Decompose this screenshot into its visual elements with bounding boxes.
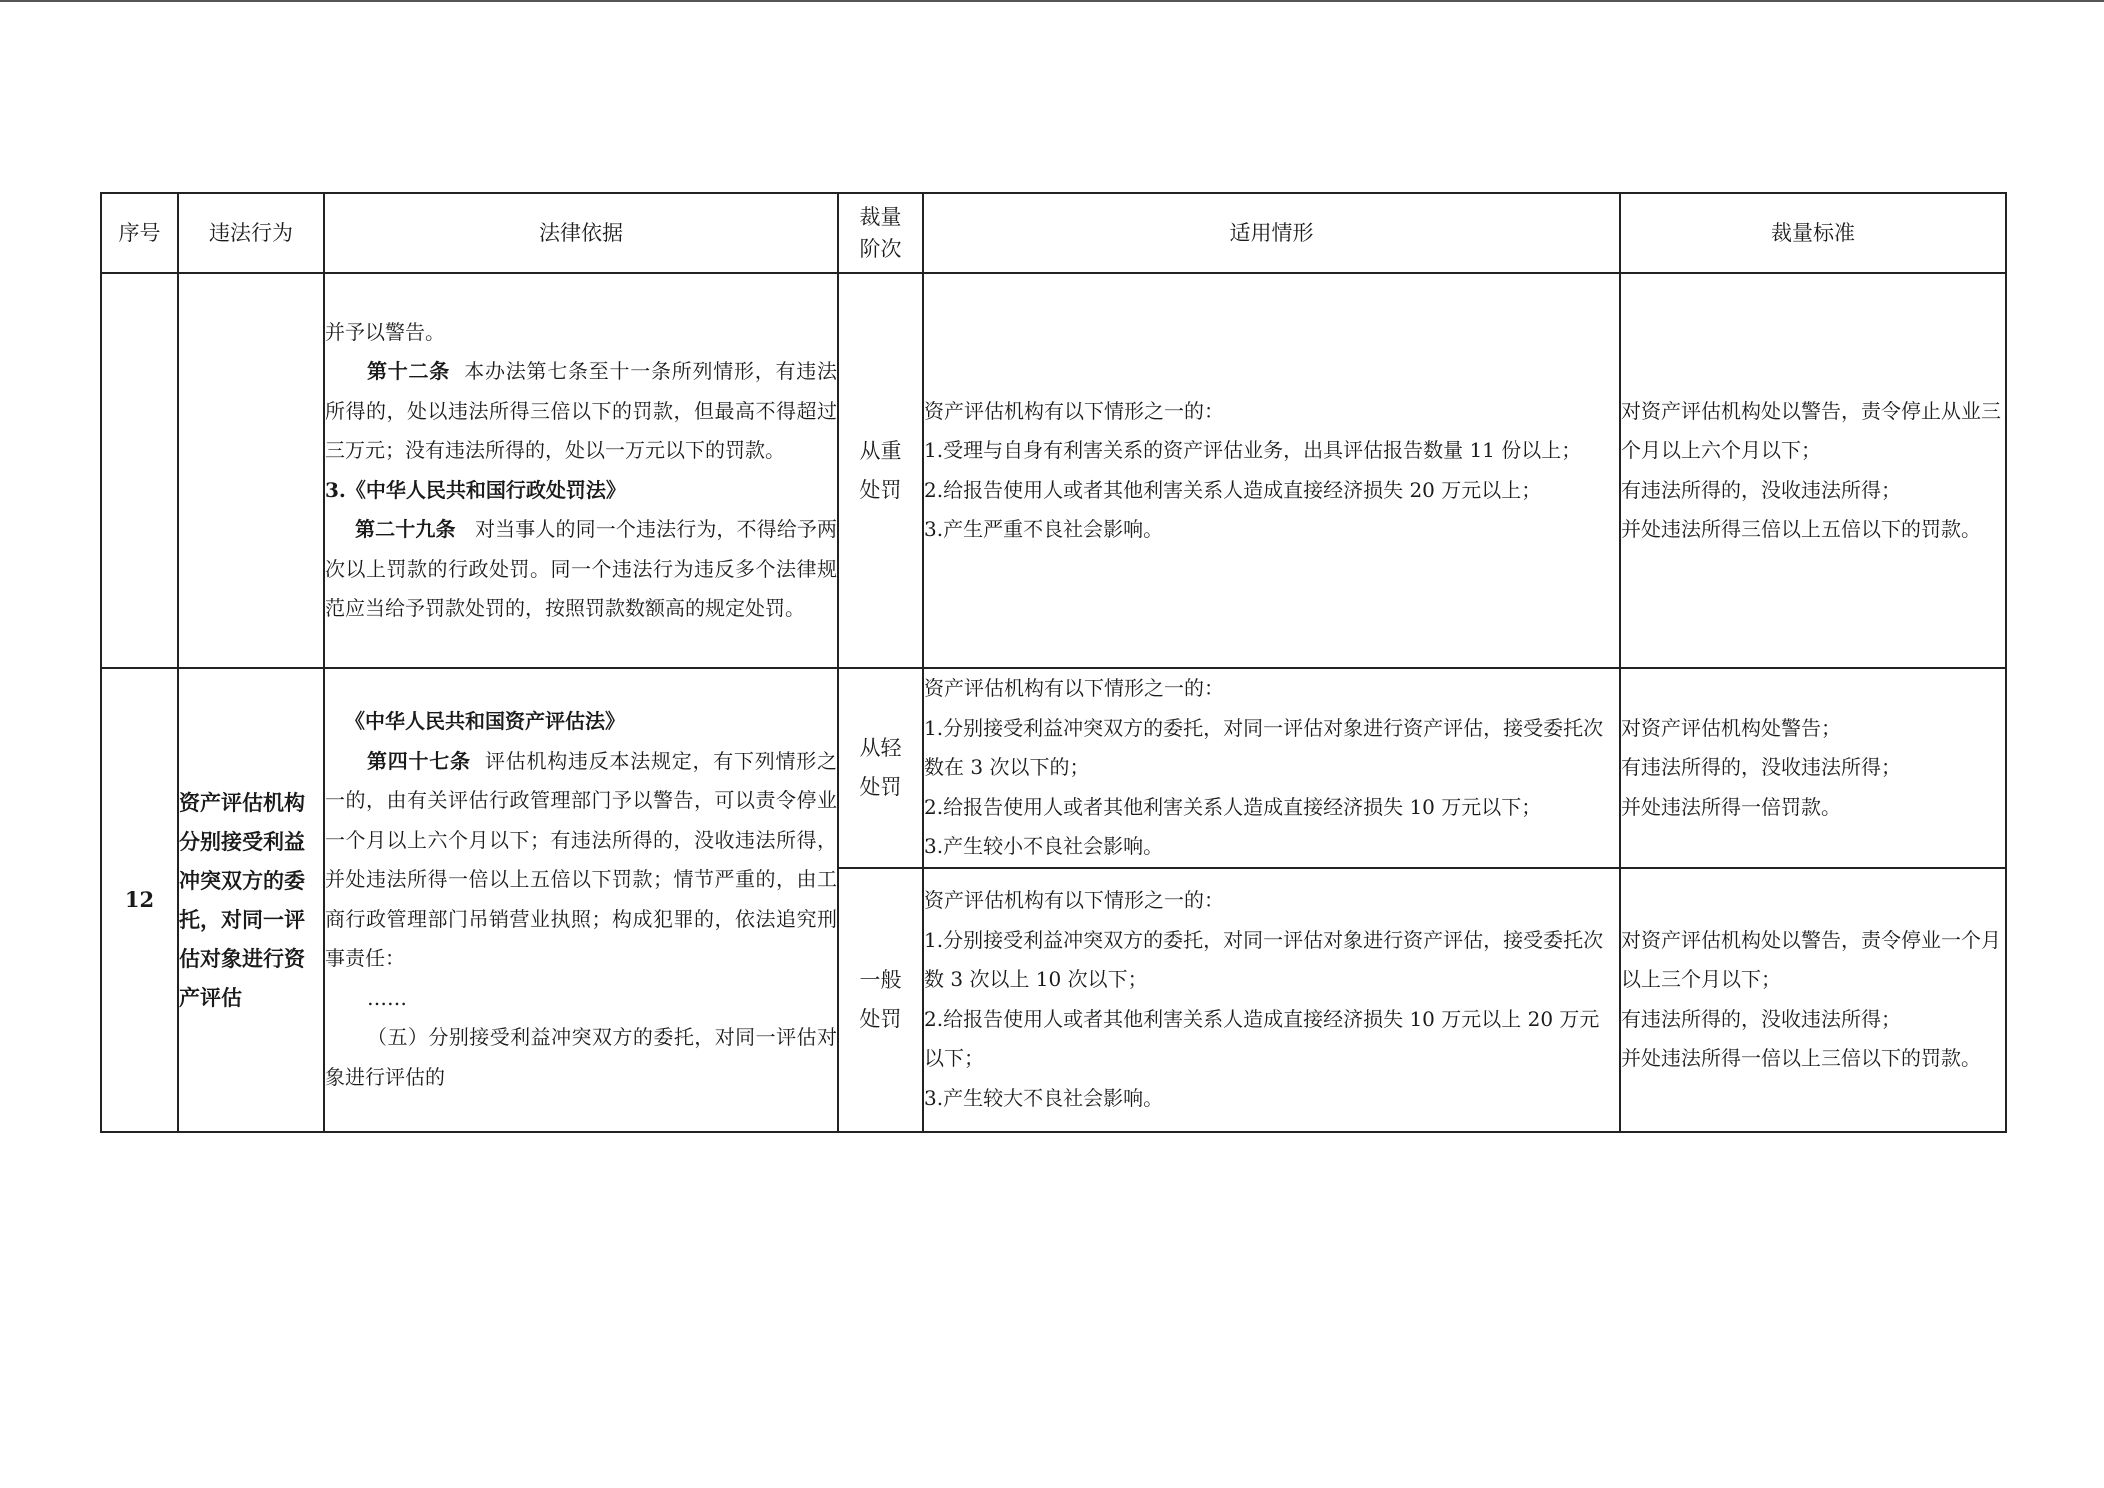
header-situation: 适用情形 [923, 193, 1620, 273]
situation-line: 2.给报告使用人或者其他利害关系人造成直接经济损失 10 万元以上 20 万元以下； [924, 1006, 1600, 1070]
standard-line: 有违法所得的，没收违法所得； [1621, 755, 1901, 779]
situation-line: 资产评估机构有以下情形之一的： [924, 676, 1224, 700]
header-level-line1: 裁量 [859, 205, 902, 229]
cont-situation-line: 1.受理与自身有利害关系的资产评估业务，出具评估报告数量 11 份以上； [924, 438, 1582, 462]
article12-text: 本办法第七条至十一条所列情形，有违法所得的，处以违法所得三倍以下的罚款，但最高不得超过三万元；没有违法所得的，处以一万元以下的罚款。 [325, 359, 838, 462]
cont-legal-article29 [325, 510, 837, 629]
header-behavior: 违法行为 [178, 193, 324, 273]
row12-law-title-text: 《中华人民共和国资产评估法》 [345, 709, 625, 734]
row12-item5: （五）分别接受利益冲突双方的委托，对同一评估对象进行评估的 [325, 1025, 837, 1089]
situation-line: 资产评估机构有以下情形之一的： [924, 888, 1224, 912]
article47-text: 评估机构违反本法规定，有下列情形之一的，由有关评估行政管理部门予以警告，可以责令停业一个月以上六个月以下；有违法所得的，没收违法所得，并处违法所得一倍以上五倍以下罚款；情节严重的，由工商行政管理部门吊销营业执照；构成犯罪的，依法追究刑事责任： [325, 748, 838, 971]
cont-legal-article12 [325, 352, 837, 471]
cont-level-cell [838, 273, 923, 668]
cont-standard-cell [1620, 273, 2006, 668]
row12-light-level-line1: 从轻 [859, 735, 902, 760]
standard-line: 对资产评估机构处警告； [1621, 715, 1841, 740]
cont-situation-cell [923, 273, 1620, 668]
header-seq: 序号 [101, 193, 178, 273]
cont-standard-line: 对资产评估机构处以警告，责令停止从业三个月以上六个月以下； [1621, 398, 2001, 462]
table-header-row [101, 193, 2006, 273]
situation-line: 2.给报告使用人或者其他利害关系人造成直接经济损失 10 万元以下； [924, 794, 1542, 819]
row12-behavior: 资产评估机构分别接受利益冲突双方的委托，对同一评估对象进行资产评估 [178, 668, 324, 1132]
header-standard: 裁量标准 [1620, 193, 2006, 273]
header-level [838, 193, 923, 273]
standard-line: 对资产评估机构处以警告，责令停业一个月以上三个月以下； [1621, 927, 2001, 991]
article29-text: 对当事人的同一个违法行为，不得给予两次以上罚款的行政处罚。同一个违法行为违反多个法律规范应当给予罚款处罚的，按照罚款数额高的规定处罚。 [325, 517, 838, 620]
row12-light-level-line2: 处罚 [859, 774, 902, 799]
row12-general-standard [1620, 868, 2006, 1132]
table-row-12-light [101, 668, 2006, 868]
row12-law-title [325, 702, 837, 742]
situation-line: 1.分别接受利益冲突双方的委托，对同一评估对象进行资产评估，接受委托次数 3 次以上 10 次以下； [924, 927, 1604, 991]
cont-level-line1: 从重 [859, 438, 902, 463]
article29-title: 第二十九条 [355, 517, 456, 541]
cont-level-line2: 处罚 [859, 477, 902, 502]
row12-seq: 12 [101, 668, 178, 1132]
table-row-continued [101, 273, 2006, 668]
row12-general-level [838, 868, 923, 1132]
row12-general-level-line1: 一般 [859, 967, 902, 992]
standard-line: 并处违法所得一倍罚款。 [1621, 794, 1841, 819]
law3-title: 3.《中华人民共和国行政处罚法》 [325, 477, 626, 502]
row12-general-level-line2: 处罚 [859, 1006, 902, 1031]
cont-situation-line: 2.给报告使用人或者其他利害关系人造成直接经济损失 20 万元以上； [924, 477, 1542, 502]
situation-line: 3.产生较大不良社会影响。 [924, 1085, 1164, 1110]
header-level-line2: 阶次 [859, 237, 902, 261]
cont-behavior-cell [178, 273, 324, 668]
cont-standard-line: 并处违法所得三倍以上五倍以下的罚款。 [1621, 517, 1981, 541]
row12-general-situation [923, 868, 1620, 1132]
cont-situation-line: 资产评估机构有以下情形之一的： [924, 398, 1224, 423]
standard-line: 并处违法所得一倍以上三倍以下的罚款。 [1621, 1046, 1981, 1070]
cont-standard-line: 有违法所得的，没收违法所得； [1621, 477, 1901, 502]
row12-ellipsis: …… [367, 985, 407, 1010]
cont-situation-line: 3.产生严重不良社会影响。 [924, 517, 1164, 541]
article47-title: 第四十七条 [367, 748, 471, 773]
standard-line: 有违法所得的，没收违法所得； [1621, 1006, 1901, 1031]
article12-title: 第十二条 [367, 359, 451, 383]
cont-legal-line1: 并予以警告。 [325, 319, 445, 344]
discretion-standards-table [100, 192, 2007, 1133]
situation-line: 1.分别接受利益冲突双方的委托，对同一评估对象进行资产评估，接受委托次数在 3 次以下的； [924, 715, 1604, 779]
row12-light-standard [1620, 668, 2006, 868]
cont-legal-law3 [325, 471, 837, 511]
row12-article47 [325, 742, 837, 979]
cont-seq-cell [101, 273, 178, 668]
situation-line: 3.产生较小不良社会影响。 [924, 834, 1164, 858]
row12-legal-cell [324, 668, 838, 1132]
row12-light-level [838, 668, 923, 868]
row12-light-situation [923, 668, 1620, 868]
page-top-border [0, 0, 2104, 2]
cont-legal-cell [324, 273, 838, 668]
header-legal-basis: 法律依据 [324, 193, 838, 273]
